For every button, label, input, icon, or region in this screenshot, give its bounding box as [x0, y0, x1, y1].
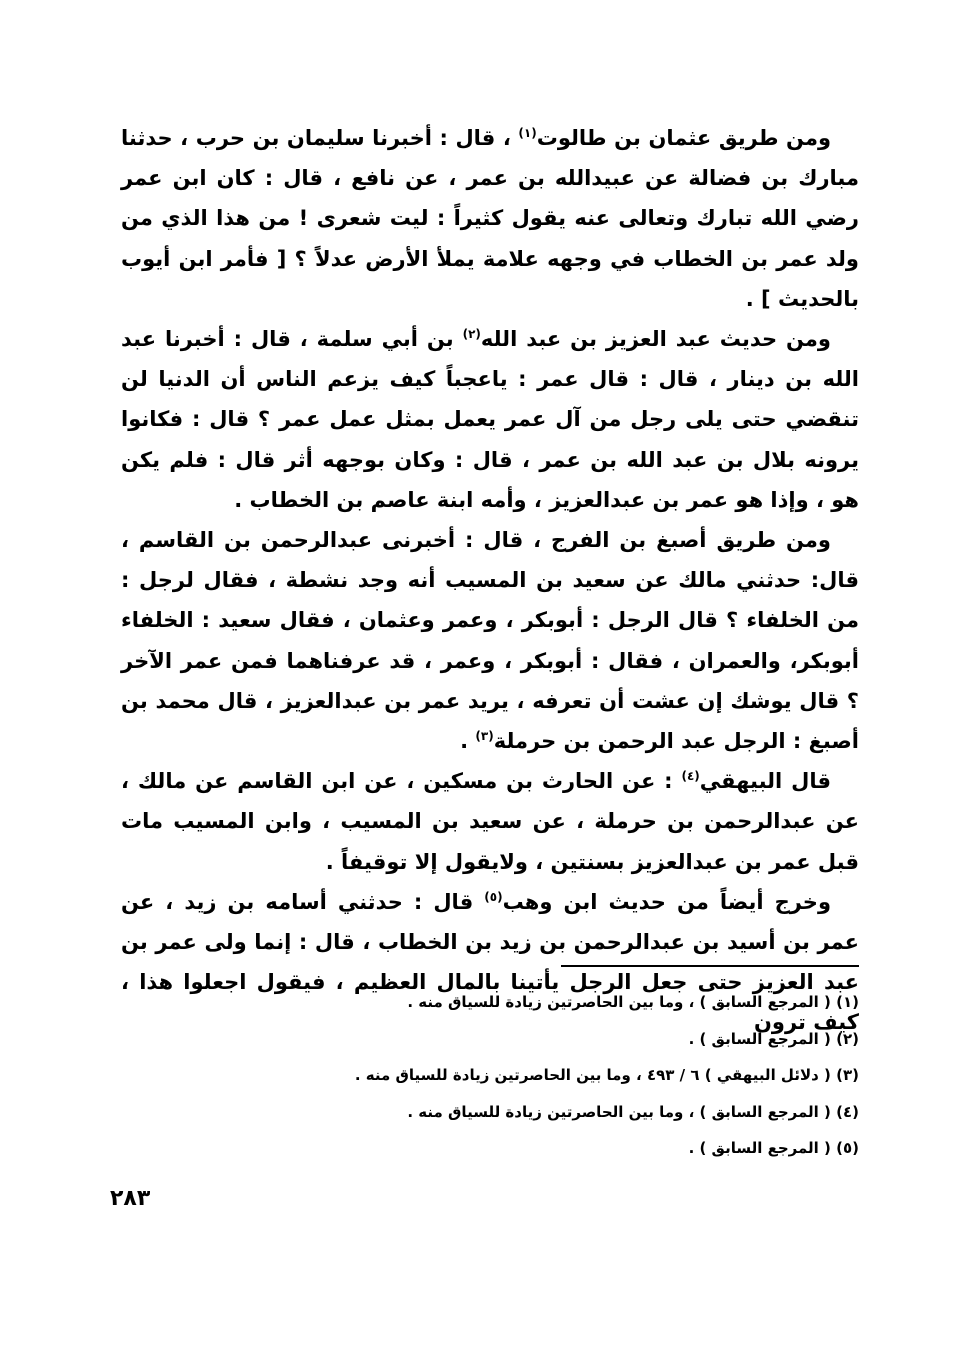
text-run: وخرج أيضاً من حديث ابن وهب — [502, 889, 831, 914]
footnote-marker: (٣) — [475, 729, 494, 744]
footnote-item: (٣) ( دلائل البيهقي ) ٦ / ٤٩٣ ، وما بين الحاصرتين زيادة للسياق منه . — [354, 1066, 859, 1085]
footnote-item: (٢) ( المرجع السابق ) . — [688, 1029, 859, 1048]
main-text — [121, 118, 859, 1043]
text-run: قال : حدثني أسامه بن زيد ، عن عمر بن أسيد بن عبدالرحمن بن زيد بن الخطاب ، قال : إنما ولى عمر بن عبد العزيز حتى جعل الرجل يأتينا بالمال العظيم ، فيقول اجعلوا هذا ، كيف ترون — [121, 889, 859, 1035]
text-run: ومن طريق عثمان بن طالوت — [536, 126, 831, 150]
paragraph — [121, 118, 859, 319]
footnotes — [121, 984, 859, 1167]
paragraph — [121, 761, 859, 882]
footnote-item: (٤) ( المرجع السابق ) ، وما بين الحاصرتين زيادة للسياق منه . — [407, 1102, 859, 1121]
paragraph — [121, 520, 859, 761]
footnote-marker: (١) — [518, 126, 537, 140]
footnote-item: (٥) ( المرجع السابق ) . — [688, 1139, 859, 1158]
paragraph — [121, 319, 859, 520]
footnote-marker: (٢) — [462, 327, 481, 342]
footnote-marker: (٤) — [681, 769, 700, 784]
text-run: : عن الحارث بن مسكين ، عن ابن القاسم عن مالك ، عن عبدالرحمن بن حرملة ، عن سعيد بن المسيب ، وابن المسيب مات قبل عمر بن عبدالعزيز بسنتين ، ولايقول إلا توقيفاً . — [121, 769, 859, 874]
footnote-marker: (٥) — [484, 889, 503, 904]
text-run: . — [460, 729, 476, 754]
text-run: بن أبي سلمة ، قال : أخبرنا عبد الله بن دينار ، قال : قال عمر : ياعجباً كيف يزعم الناس أن الدنيا لن تنقضي حتى يلى رجل من آل عمر يعمل بمثل عمل عمر ؟ قال : فكانوا يرونه بلال بن عبد الله بن عمر ، قال : وكان بوجهه أثر قال : فلم يكن هو ، وإذا هو عمر بن عبدالعزيز ، وأمه ابنة عاصم بن الخطاب . — [121, 327, 859, 512]
text-run: ، قال : أخبرنا سليمان بن حرب ، حدثنا مبارك بن فضالة عن عبيدالله بن عمر ، عن نافع ، قال : كان ابن عمر رضي الله تبارك وتعالى عنه يقول كثيراً : ليت شعرى ! من هذا الذي من ولد عمر بن الخطاب في وجهه علامة يملأ الأرض عدلاً ؟ [ فأمر ابن أيوب بالحديث ] . — [121, 126, 859, 311]
text-run: ومن حديث عبد العزيز بن عبد الله — [480, 327, 831, 352]
page-number: ٢٨٣ — [110, 1186, 151, 1211]
footnote-separator — [561, 965, 859, 967]
text-run: ومن طريق أصبغ بن الفرج ، قال : أخبرنى عبدالرحمن بن القاسم ، قال: حدثني مالك عن سعيد بن المسيب أنه وجد نشطة ، فقال لرجل : من الخلفاء ؟ قال الرجل : أبوبكر ، وعمر وعثمان ، فقال سعيد : الخلفاء أبوبكر، والعمران ، فقال : أبوبكر ، وعمر ، قد عرفناهما فمن عمر الآخر ؟ قال يوشك إن عشت أن تعرفه ، يريد عمر بن عبدالعزيز ، قال محمد بن أصبغ : الرجل عبد الرحمن بن حرملة — [121, 528, 859, 754]
footnote-item: (١) ( المرجع السابق ) ، وما بين الحاصرتين زيادة للسياق منه . — [407, 993, 859, 1011]
text-run: قال البيهقي — [699, 769, 831, 794]
